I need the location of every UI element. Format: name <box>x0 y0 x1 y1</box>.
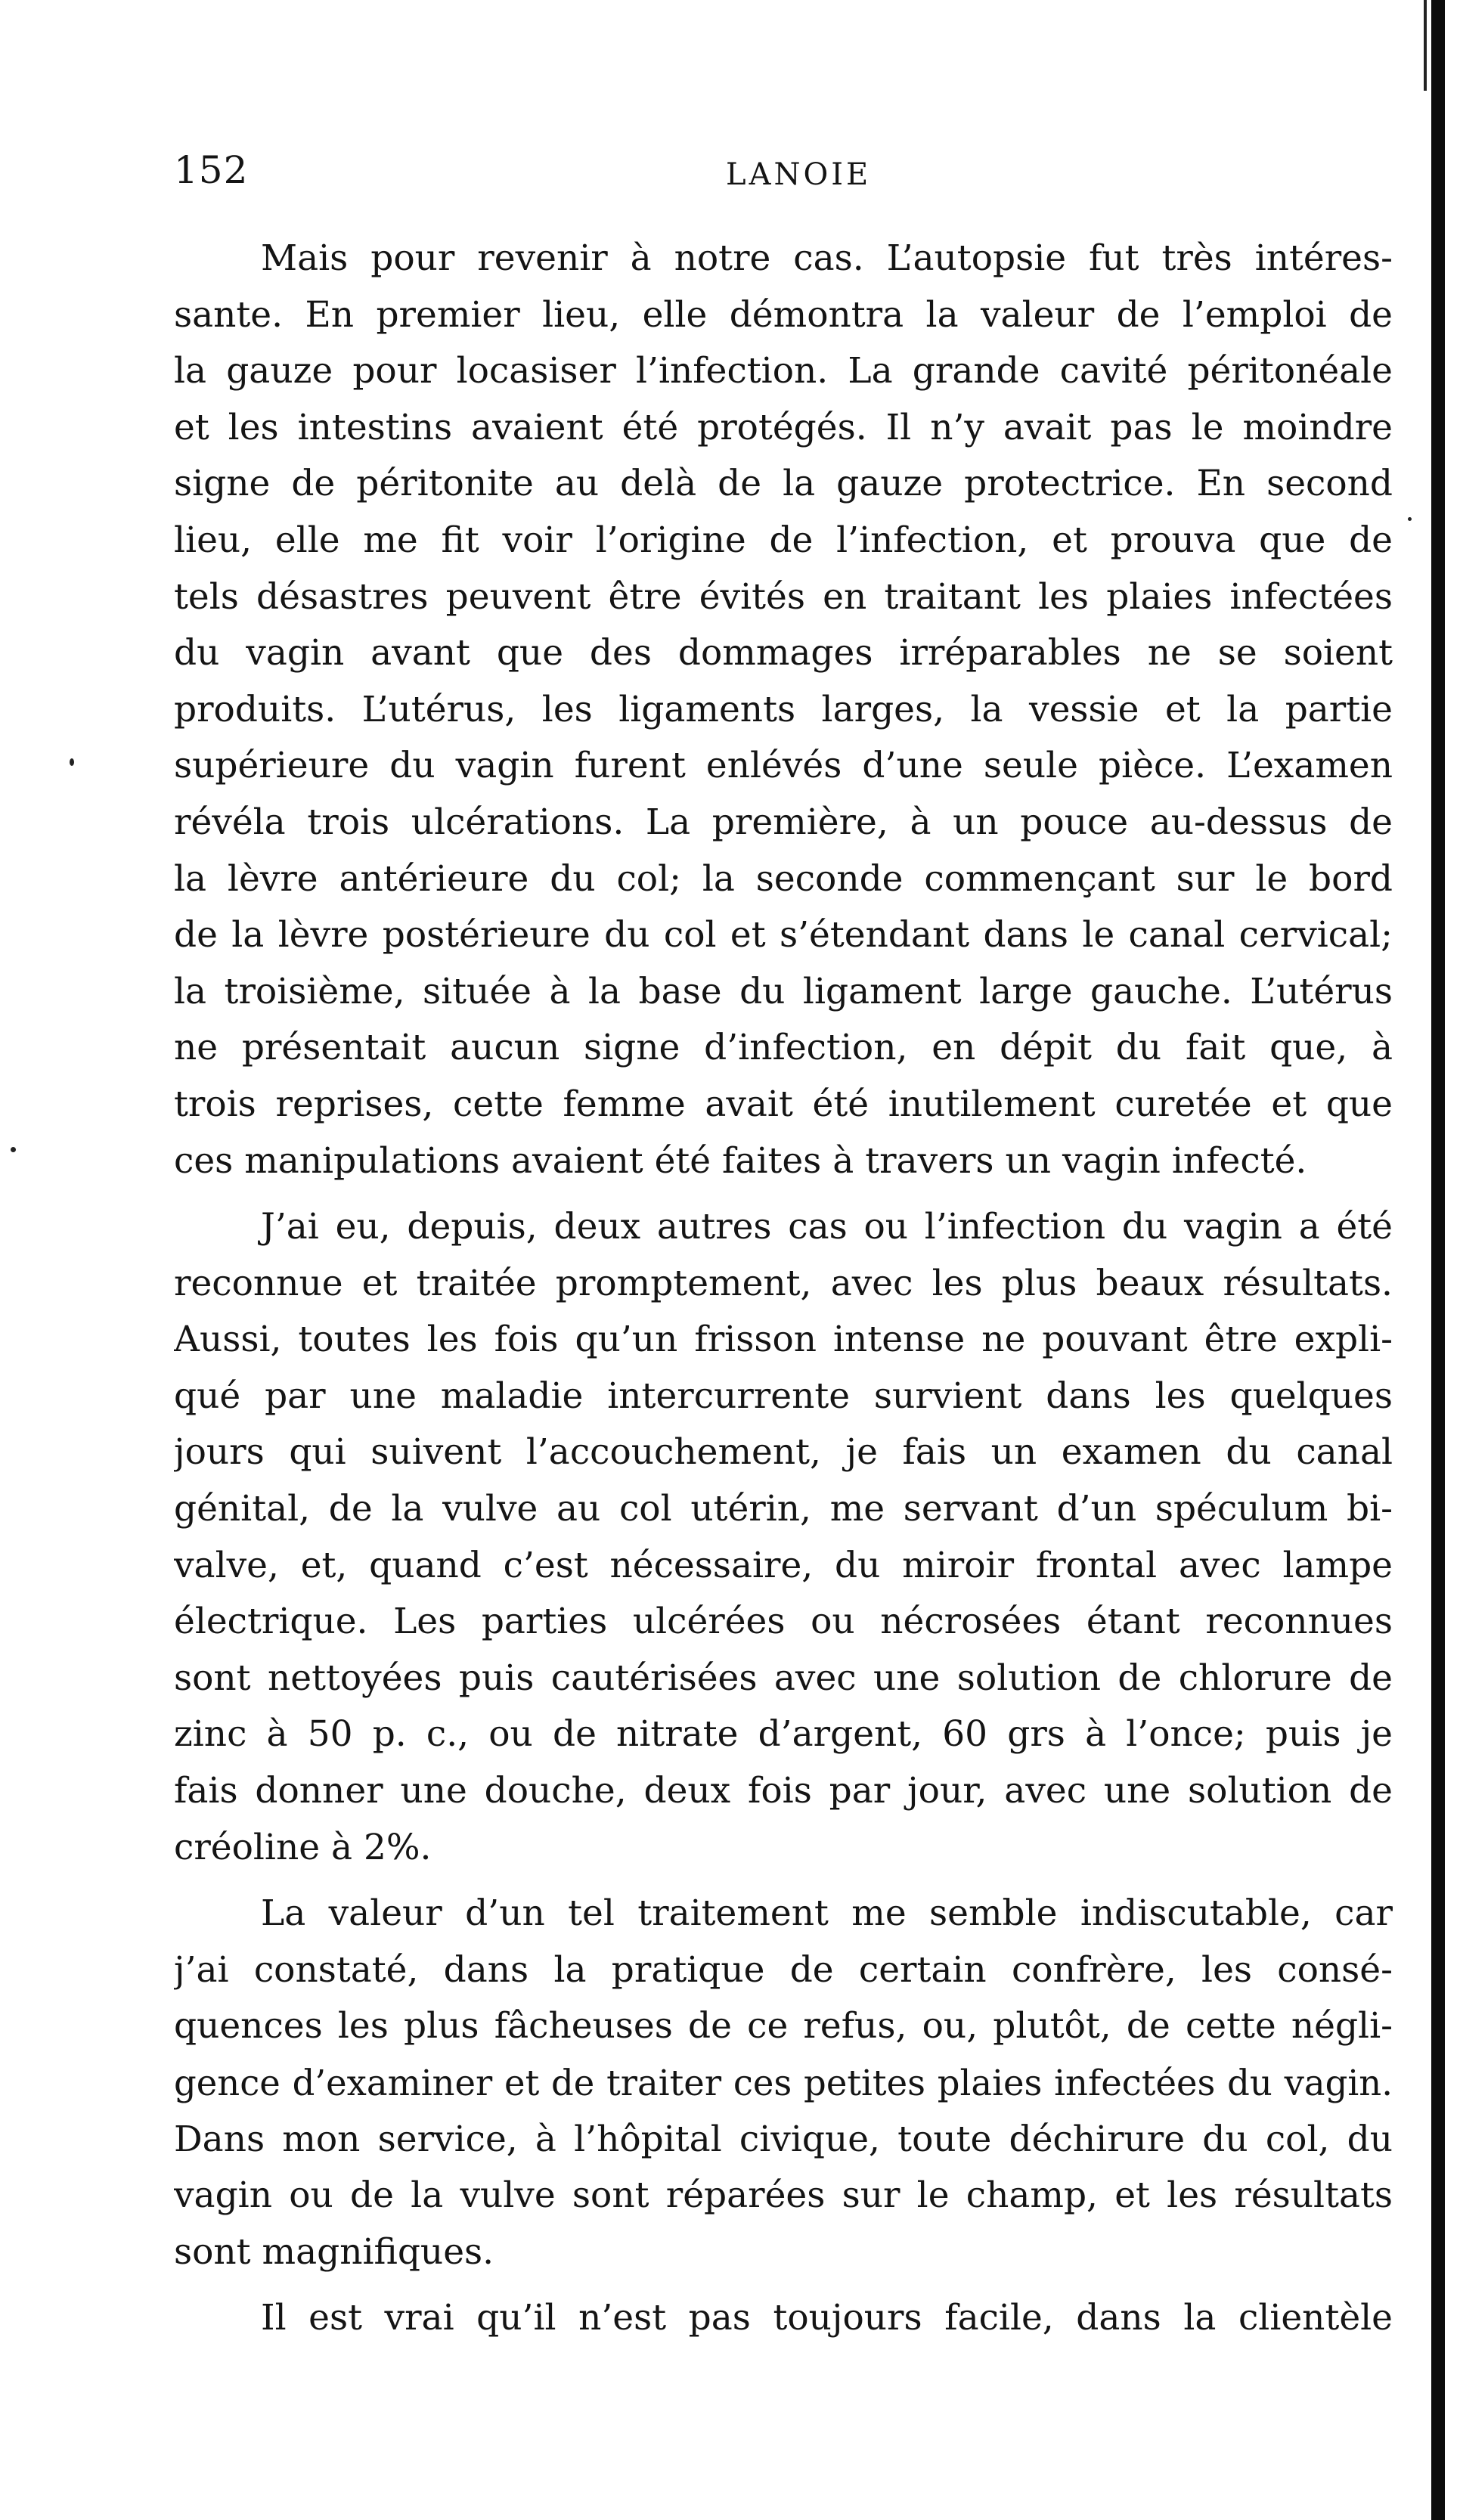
text-line: signe de péritonite au delà de la gauze protectrice. En second <box>174 463 1393 505</box>
text-line: qué par une maladie intercurrente survient dans les quelques <box>174 1375 1393 1417</box>
print-speck <box>1408 517 1412 521</box>
text-line: sont nettoyées puis cautérisées avec une solution de chlorure de <box>174 1657 1393 1699</box>
page-number: 152 <box>174 148 249 192</box>
text-line: vagin ou de la vulve sont réparées sur le champ, et les résultats <box>174 2174 1393 2217</box>
text-line: révéla trois ulcérations. La première, à un pouce au-dessus de <box>174 801 1393 843</box>
text-line: du vagin avant que des dommages irréparables ne se soient <box>174 632 1393 674</box>
text-line: fais donner une douche, deux fois par jour, avec une solution de <box>174 1770 1393 1812</box>
text-line: la gauze pour locasiser l’infection. La grande cavité péritonéale <box>174 350 1393 392</box>
print-speck <box>70 758 74 766</box>
text-line: Dans mon service, à l’hôpital civique, toute déchirure du col, du <box>174 2118 1393 2160</box>
print-speck <box>11 1147 16 1152</box>
text-line: gence d’examiner et de traiter ces petites plaies infectées du vagin. <box>174 2063 1393 2103</box>
page-binding-edge <box>1431 0 1445 2520</box>
text-line: valve, et, quand c’est nécessaire, du miroir frontal avec lampe <box>174 1544 1393 1586</box>
text-line: reconnue et traitée promptement, avec les plus beaux résultats. <box>174 1262 1393 1304</box>
page-header <box>174 144 1384 197</box>
text-line: créoline à 2%. <box>174 1826 432 1868</box>
text-line: la troisième, située à la base du ligament large gauche. L’utérus <box>174 970 1393 1012</box>
text-line: j’ai constaté, dans la pratique de certain confrère, les consé- <box>174 1948 1393 1991</box>
text-line: ne présentait aucun signe d’infection, en dépit du fait que, à <box>174 1027 1393 1069</box>
text-line: Il est vrai qu’il n’est pas toujours facile, dans la clientèle <box>261 2297 1393 2339</box>
text-line: supérieure du vagin furent enlévés d’une seule pièce. L’examen <box>174 745 1393 787</box>
paragraph-3 <box>174 1886 1393 2280</box>
text-line: trois reprises, cette femme avait été inutilement curetée et que <box>174 1083 1393 1125</box>
text-line: génital, de la vulve au col utérin, me servant d’un spéculum bi- <box>174 1488 1393 1530</box>
text-line: et les intestins avaient été protégés. Il n’y avait pas le moindre <box>174 406 1393 448</box>
text-line: tels désastres peuvent être évités en traitant les plaies infectées <box>174 575 1393 618</box>
text-line: de la lèvre postérieure du col et s’étendant dans le canal cervical; <box>174 914 1393 956</box>
text-line: la lèvre antérieure du col; la seconde commençant sur le bord <box>174 857 1393 900</box>
paragraph-1 <box>174 231 1393 1189</box>
text-line: Mais pour revenir à notre cas. L’autopsie fut très intéres- <box>261 237 1393 279</box>
text-line: produits. L’utérus, les ligaments larges, la vessie et la partie <box>174 688 1393 730</box>
text-line: sante. En premier lieu, elle démontra la valeur de l’emploi de <box>174 293 1393 336</box>
text-line: J’ai eu, depuis, deux autres cas ou l’infection du vagin a été <box>261 1206 1393 1248</box>
text-line: jours qui suivent l’accouchement, je fais un examen du canal <box>174 1431 1393 1474</box>
text-line: ces manipulations avaient été faites à travers un vagin infecté. <box>174 1139 1307 1182</box>
text-line: sont magnifiques. <box>174 2230 494 2273</box>
text-line: électrique. Les parties ulcérées ou nécrosées étant reconnues <box>174 1601 1393 1643</box>
paragraph-4 <box>174 2290 1393 2347</box>
text-line: quences les plus fâcheuses de ce refus, ou, plutôt, de cette négli- <box>174 2005 1393 2047</box>
paragraph-2 <box>174 1199 1393 1876</box>
text-line: Aussi, toutes les fois qu’un frisson intense ne pouvant être expli- <box>174 1319 1393 1361</box>
text-line: zinc à 50 p. c., ou de nitrate d’argent, 60 grs à l’once; puis je <box>174 1713 1393 1756</box>
text-line: La valeur d’un tel traitement me semble indiscutable, car <box>261 1892 1393 1935</box>
text-line: lieu, elle me fit voir l’origine de l’infection, et prouva que de <box>174 519 1393 561</box>
running-head: LANOIE <box>726 157 872 192</box>
body-text <box>174 231 1393 2347</box>
